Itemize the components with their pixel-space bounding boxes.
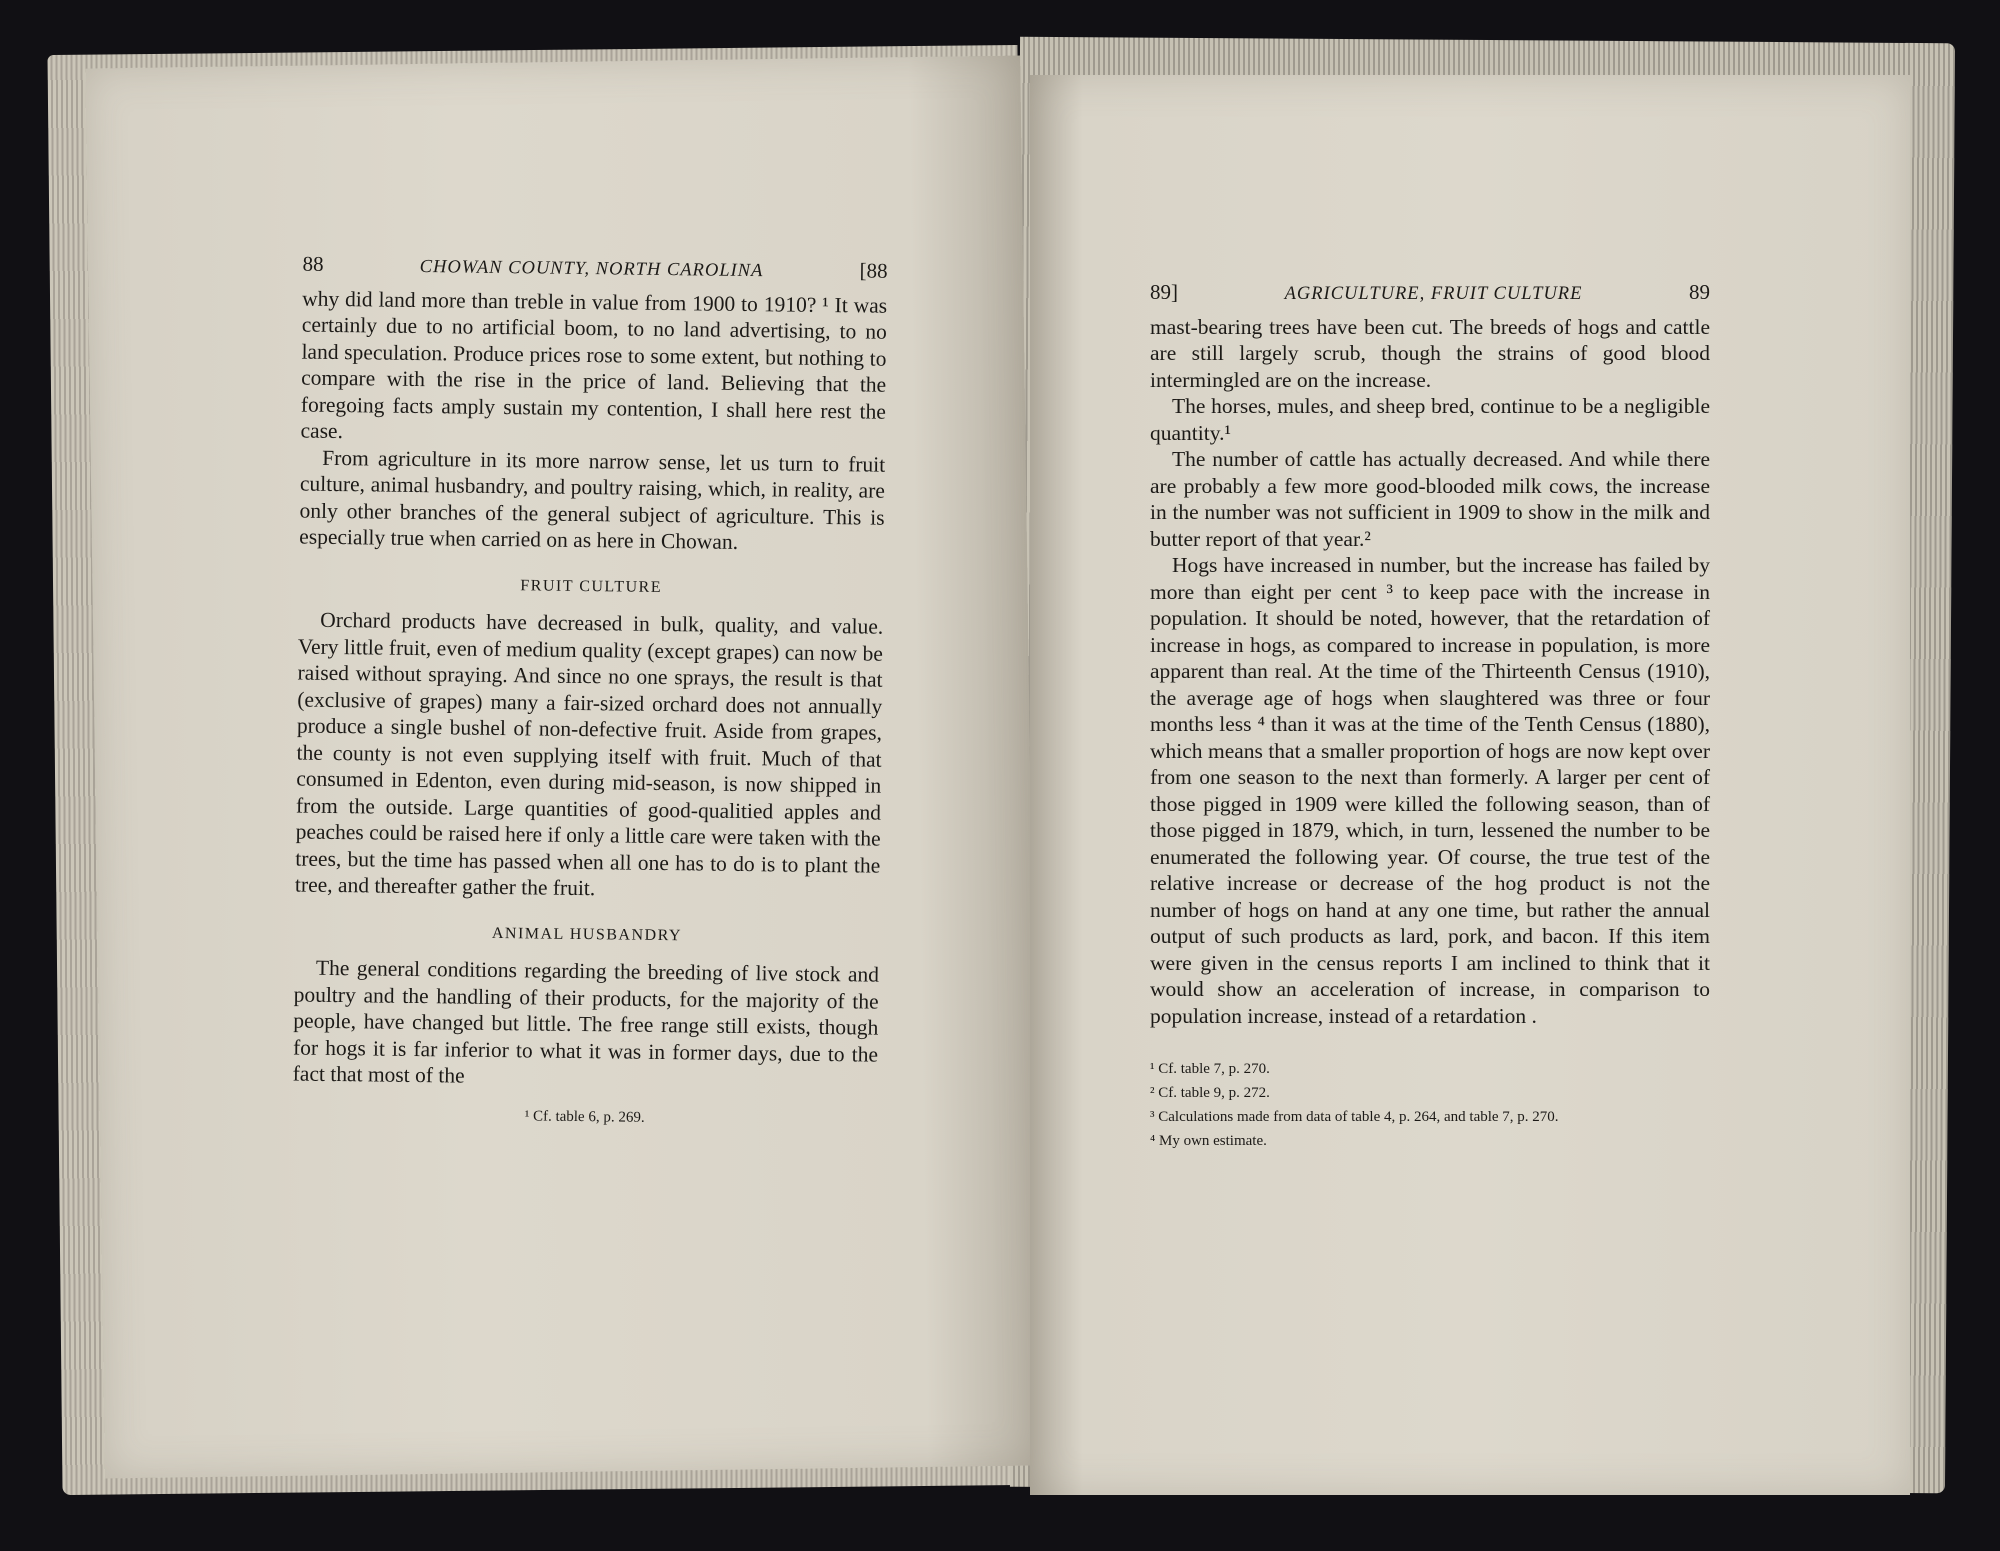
right-footnote-2: ² Cf. table 9, p. 272. xyxy=(1150,1085,1270,1101)
right-paragraph-4: Hogs have increased in number, but the increase has failed by more than eight per cent ³ to keep pace with the increase in population. It should be noted, however, that the retardation of increase in hogs, as compared to increase in population, is more apparent than real. At the time of the Thirteenth Census (1910), the average age of hogs when slaughtered was three or four months less ⁴ than it was at the time of the Tenth Census (1880), which means that a smaller proportion of hogs are now kept over from one season to the next than formerly. A larger per cent of those pigged in 1909 were killed the following season, than of those pigged in 1879, which, in turn, lessened the number to be enumerated the following year. Of course, the true test of the relative increase or decrease of the hog product is not the number of hogs on hand at any one time, but rather the annual output of such products as lard, pork, and bacon. If this item were given in the census reports I am inclined to think that it would show an acceleration of increase, in comparison to population increase, instead of a retardation . xyxy=(1150,553,1710,1028)
right-page-text xyxy=(1150,279,1710,1153)
right-paragraph-2: The horses, mules, and sheep bred, continue to be a negligible quantity.¹ xyxy=(1150,394,1710,445)
right-running-title: AGRICULTURE, FRUIT CULTURE xyxy=(1284,284,1583,304)
left-page xyxy=(85,56,1040,1479)
right-footnote-1: ¹ Cf. table 7, p. 270. xyxy=(1150,1061,1270,1077)
right-paragraph-3: The number of cattle has actually decreased. And while there are probably a few more good-blooded milk cows, the increase in the number was not sufficient in 1909 to show in the milk and butter report of that year.² xyxy=(1150,447,1710,551)
fruit-culture-heading: FRUIT CULTURE xyxy=(520,576,663,596)
left-footnote-1: ¹ Cf. table 6, p. 269. xyxy=(524,1107,645,1126)
left-bracket-number: [88 xyxy=(859,258,888,283)
right-footnotes xyxy=(1150,1057,1710,1153)
right-footnote-3: ³ Calculations made from data of table 4, p. 264, and table 7, p. 270. xyxy=(1150,1109,1559,1125)
animal-husbandry-heading: ANIMAL HUSBANDRY xyxy=(491,924,683,944)
right-footnote-4: ⁴ My own estimate. xyxy=(1150,1133,1267,1149)
left-running-head xyxy=(302,251,887,287)
right-running-head xyxy=(1150,279,1710,308)
left-paragraph-3: Orchard products have decreased in bulk, quality, and value. Very little fruit, even of medium quality (except grapes) can now be raised without spraying. And since no one sprays, the result is that (exclusive of grapes) many a fair-sized orchard does not annually produce a single bushel of non-defective fruit. Aside from grapes, the county is not even supplying itself with fruit. Much of that consumed in Edenton, even during mid-season, is now shipped in from the outside. Large quantities of good-qualitied apples and peaches could be raised here if only a little care were taken with the trees, but the time has passed when all one has to do is to plant the tree, and thereafter gather the fruit. xyxy=(294,607,884,901)
left-paragraph-1: why did land more than treble in value from 1900 to 1910? ¹ It was certainly due to no artificial boom, to no land advertising, to no land speculation. Produce prices rose to some extent, but nothing to compare with the rise in the price of land. Believing that the foregoing facts amply sustain my contention, I shall here rest the case. xyxy=(300,286,888,444)
left-page-text xyxy=(292,251,888,1133)
right-page-number: 89 xyxy=(1689,280,1710,304)
left-paragraph-2: From agriculture in its more narrow sense, let us turn to fruit culture, animal husbandry, and poultry raising, which, in reality, are only other branches of the general subject of agriculture. This is especially true when carried on as here in Chowan. xyxy=(299,445,886,554)
left-page-number: 88 xyxy=(302,251,324,276)
right-bracket-number: 89] xyxy=(1150,280,1178,304)
left-paragraph-4: The general conditions regarding the breeding of live stock and poultry and the handling of their products, for the majority of the people, have changed but little. The free range still exists, though for hogs it is far inferior to what it was in former days, due to the fact that most of the xyxy=(292,955,880,1088)
left-running-title: CHOWAN COUNTY, NORTH CAROLINA xyxy=(419,257,764,282)
right-page xyxy=(1030,75,1910,1495)
right-paragraph-1: mast-bearing trees have been cut. The breeds of hogs and cattle are still largely scrub, though the strains of good blood intermingled are on the increase. xyxy=(1150,314,1710,392)
